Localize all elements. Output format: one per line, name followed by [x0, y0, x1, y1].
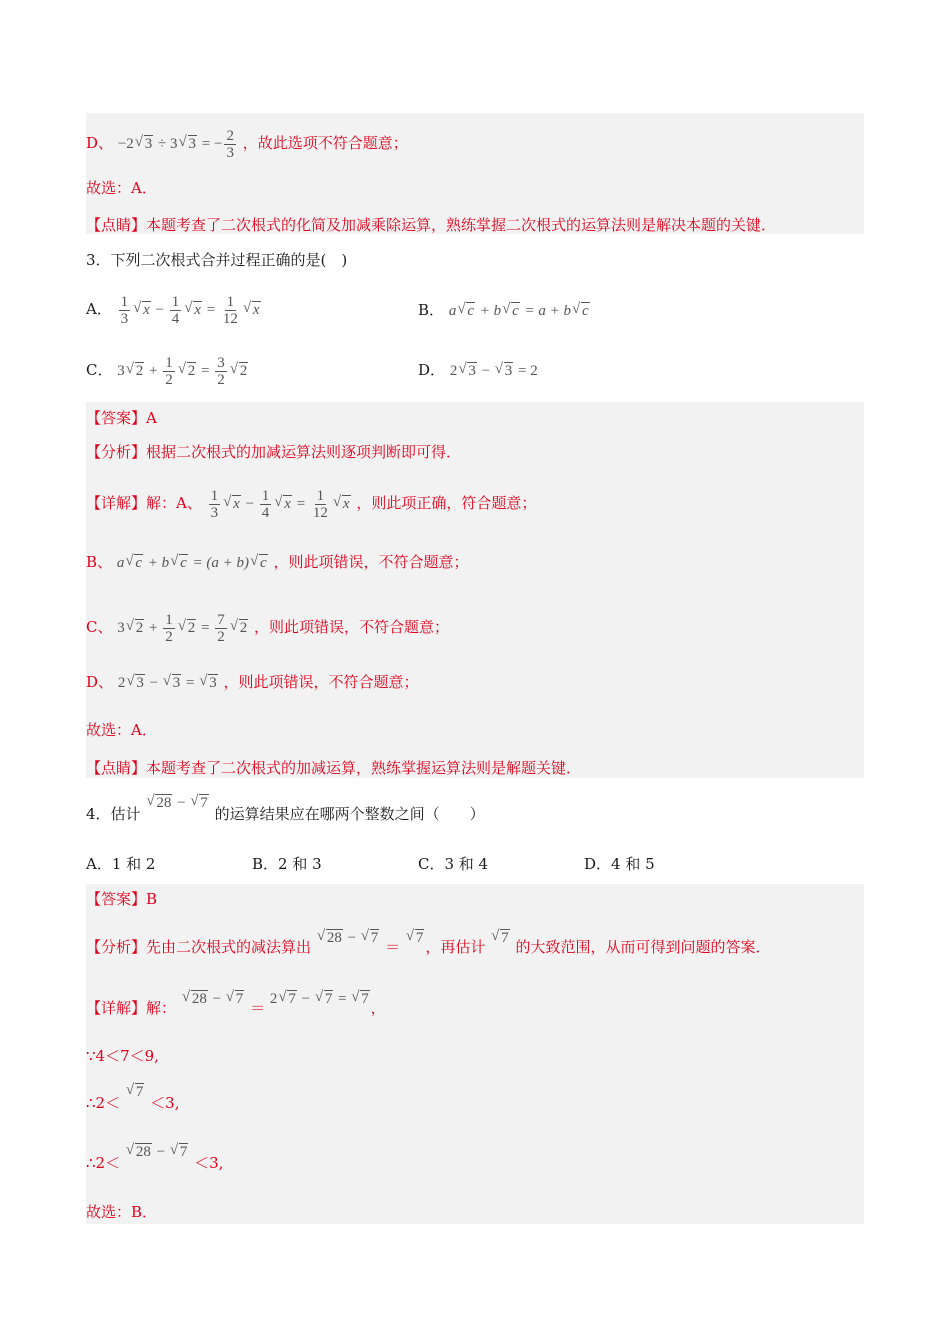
q3-stem: 3．下列二次根式合并过程正确的是( ): [86, 251, 348, 269]
q4-option-d: D．4 和 5: [584, 855, 655, 873]
q3-detail-c-prefix: C、: [86, 617, 113, 636]
q2-d-prefix: D、: [86, 133, 114, 152]
q4-answer-tag: 【答案】: [86, 890, 147, 908]
q3-option-a-label: A．: [86, 299, 112, 318]
q3-detail-d-comment: ，则此项错误，不符合题意；: [223, 673, 419, 691]
q4-analysis-result: √ 7: [405, 930, 426, 946]
q3-option-a-formula: $\frac{1}{3}$ √ x − $\frac{1}{4}$ √ x = $\frac{1}{12}$ √ x: [117, 302, 262, 318]
q3-answer: [86, 408, 157, 428]
q3-detail-c-formula: 3√ 2 + $\frac{1}{2}$ √ 2 = $\frac{7}{2}$ √ 2: [117, 620, 249, 636]
q3-detail-b: [86, 552, 468, 573]
q4-step-2-suffix: ＜3,: [150, 1094, 180, 1112]
q3-option-d-label: D．: [418, 361, 446, 379]
q4-step-3: [86, 1144, 224, 1174]
q4-analysis-tag: 【分析】: [86, 938, 147, 956]
q3-analysis-text: 根据二次根式的加减运算法则逐项判断即可得．: [146, 443, 462, 461]
q4-step-2-sqrt7: √ 7: [125, 1084, 146, 1100]
q3-detail-a: [86, 488, 536, 521]
q3-option-a: [86, 294, 262, 327]
q3-note: [86, 758, 581, 778]
q3-detail-d-prefix: D、: [86, 673, 114, 691]
q4-stem-prefix: 4．估计: [86, 805, 141, 823]
q4-detail-intro: 解：: [146, 999, 177, 1017]
q2-note-tag: 【点睛】: [86, 216, 147, 234]
q3-analysis-tag: 【分析】: [86, 443, 147, 461]
q4-answer-value: B: [146, 890, 158, 908]
q2-option-d-line: [86, 128, 408, 161]
q3-option-c: [86, 355, 249, 388]
q2-note: [86, 215, 776, 235]
q2-note-text: 本题考查了二次根式的化简及加减乘除运算，熟练掌握二次根式的运算法则是解决本题的关键．: [146, 216, 777, 234]
q4-detail: [86, 991, 386, 1019]
q3-detail-intro: 解：A、: [146, 493, 202, 512]
q4-answer: [86, 889, 157, 909]
q3-detail-tag: 【详解】: [86, 493, 147, 512]
q4-analysis-text-2: ，再估计: [425, 938, 486, 956]
q3-note-tag: 【点睛】: [86, 759, 147, 777]
q4-detail-eq: ＝: [250, 999, 266, 1017]
q4-detail-formula-left: √ 28 − √ 7: [181, 991, 245, 1007]
q3-detail-a-comment: ，则此项正确，符合题意；: [356, 493, 537, 512]
q4-detail-tag: 【详解】: [86, 999, 147, 1017]
q3-option-d-formula: 2√ 3 − √ 3 = 2: [450, 363, 538, 379]
q4-detail-formula-right: 2√ 7 − √ 7 = √ 7: [270, 991, 371, 1007]
q3-option-b: [418, 300, 591, 321]
q4-analysis-sqrt7: √ 7: [490, 930, 511, 946]
q3-option-c-formula: 3√ 2 + $\frac{1}{2}$ √ 2 = $\frac{3}{2}$ √ 2: [117, 363, 249, 379]
q4-step-2-prefix: ∴2＜: [86, 1094, 121, 1112]
q4-analysis-text-1: 先由二次根式的减法算出: [146, 938, 312, 956]
q4-step-2: [86, 1084, 180, 1114]
q3-note-text: 本题考查了二次根式的加减运算，熟练掌握运算法则是解题关键．: [146, 759, 582, 777]
q2-d-comment: ，故此选项不符合题意；: [242, 133, 408, 152]
q4-step-1: ∵4＜7＜9,: [86, 1047, 159, 1065]
q2-choose: 故选：A．: [86, 179, 157, 197]
q3-detail-a-formula: $\frac{1}{3}$ √ x − $\frac{1}{4}$ √ x = $\frac{1}{12}$ √ x: [207, 496, 352, 512]
q4-analysis: [86, 930, 771, 958]
q4-analysis-eq: ＝: [385, 938, 401, 956]
q4-option-a: A．1 和 2: [86, 855, 156, 873]
q4-stem: [86, 795, 485, 825]
q4-stem-formula: √ 28 − √ 7: [145, 795, 209, 811]
q3-choose: 故选：A．: [86, 721, 157, 739]
q3-detail-d: [86, 672, 419, 693]
q3-option-b-label: B．: [418, 301, 445, 319]
q4-step-3-suffix: ＜3,: [194, 1154, 224, 1172]
q4-choose: 故选：B．: [86, 1203, 158, 1221]
q3-answer-tag: 【答案】: [86, 409, 147, 427]
q2-d-formula: −2√ 3 ÷ 3√ 3 = − $\frac{2}{3}$: [118, 136, 238, 152]
q4-stem-suffix: 的运算结果应在哪两个整数之间（ ）: [214, 805, 485, 823]
q3-detail-c: [86, 612, 449, 645]
q3-detail-b-comment: ，则此项错误，不符合题意；: [273, 553, 469, 571]
q3-analysis: [86, 442, 461, 462]
q4-step-3-formula: √ 28 − √ 7: [125, 1144, 189, 1160]
q4-analysis-formula: √ 28 − √ 7: [316, 930, 380, 946]
q3-option-d: [418, 360, 538, 381]
q3-detail-b-prefix: B、: [86, 553, 113, 571]
q4-analysis-text-3: 的大致范围，从而可得到问题的答案．: [515, 938, 771, 956]
q3-detail-b-formula: a√ c + b√ c = (a + b)√ c: [117, 555, 269, 571]
q4-option-c: C．3 和 4: [418, 855, 489, 873]
q4-step-3-prefix: ∴2＜: [86, 1154, 121, 1172]
q3-detail-d-formula: 2√ 3 − √ 3 = √ 3: [118, 675, 219, 691]
q4-detail-comma: ，: [370, 999, 386, 1017]
q4-option-b: B．2 和 3: [252, 855, 322, 873]
q3-answer-value: A: [146, 409, 157, 427]
q3-detail-c-comment: ，则此项错误，不符合题意；: [253, 617, 449, 636]
q3-option-c-label: C．: [86, 360, 113, 379]
q3-option-b-formula: a√ c + b√ c = a + b√ c: [449, 303, 591, 319]
